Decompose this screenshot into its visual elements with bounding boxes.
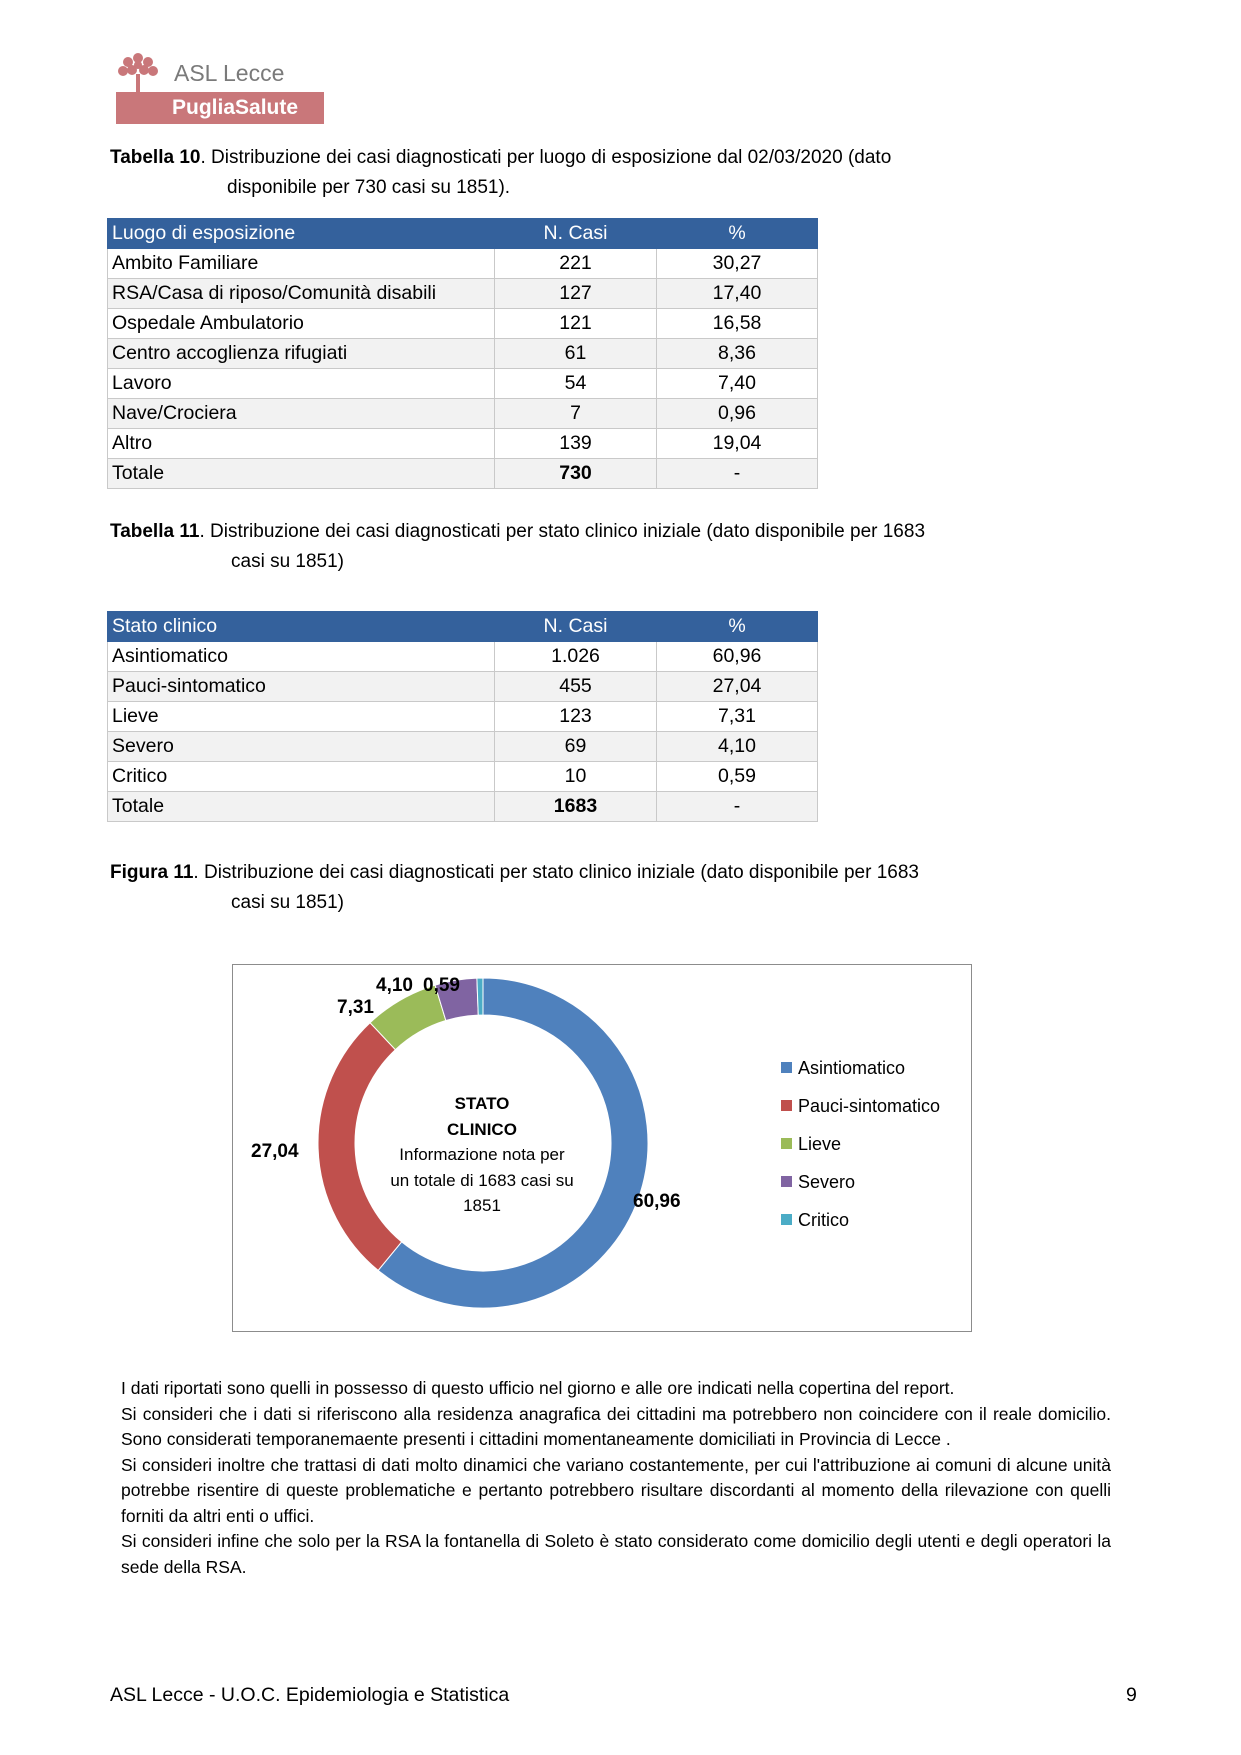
table-row — [108, 762, 818, 792]
table10-caption-text: . Distribuzione dei casi diagnosticati per luogo di esposizione dal 02/03/2020 (dato — [200, 147, 892, 168]
cell-percent: 19,04 — [657, 429, 818, 459]
notes — [121, 1376, 1111, 1580]
note-paragraph: Si consideri infine che solo per la RSA la fontanella di Soleto è stato considerato come domicilio degli utenti e degli operatori la sede della RSA. — [121, 1531, 1111, 1577]
table10-caption-number: Tabella 10 — [110, 147, 201, 168]
cell-luogo: Lavoro — [108, 369, 495, 399]
cell-percent: 60,96 — [657, 642, 818, 672]
cell-stato: Lieve — [108, 702, 495, 732]
cell-percent: 7,40 — [657, 369, 818, 399]
legend-label: Critico — [798, 1210, 850, 1230]
tree-logo-icon — [116, 50, 160, 96]
figure11-caption — [110, 858, 919, 918]
label-lieve: 7,31 — [337, 997, 374, 1018]
legend-label: Severo — [798, 1172, 856, 1192]
legend-label: Lieve — [798, 1134, 842, 1154]
cell-casi: 730 — [495, 459, 657, 489]
cell-casi: 61 — [495, 339, 657, 369]
header-n-casi: N. Casi — [495, 612, 657, 642]
cell-stato: Totale — [108, 792, 495, 822]
cell-luogo: RSA/Casa di riposo/Comunità disabili — [108, 279, 495, 309]
table-row — [108, 309, 818, 339]
cell-luogo: Altro — [108, 429, 495, 459]
table-row — [108, 429, 818, 459]
table-row — [108, 732, 818, 762]
legend-swatch — [781, 1062, 792, 1073]
center-text-line3: 1851 — [463, 1196, 501, 1215]
cell-luogo: Ospedale Ambulatorio — [108, 309, 495, 339]
cell-casi: 121 — [495, 309, 657, 339]
table-row — [108, 369, 818, 399]
center-title-line1: STATO — [454, 1094, 510, 1113]
cell-casi: 127 — [495, 279, 657, 309]
logo-asl-text: ASL Lecce — [174, 60, 285, 86]
table-11 — [107, 611, 818, 822]
table11-caption-text: . Distribuzione dei casi diagnosticati per stato clinico iniziale (dato disponibile per 1683 — [199, 521, 926, 542]
header-n-casi: N. Casi — [495, 219, 657, 249]
legend-item — [781, 1171, 940, 1209]
cell-percent: 16,58 — [657, 309, 818, 339]
table-row — [108, 702, 818, 732]
logo-band — [116, 92, 324, 124]
center-text-line1: Informazione nota per — [399, 1145, 565, 1164]
table-row — [108, 339, 818, 369]
cell-percent: - — [657, 459, 818, 489]
table10-caption — [110, 143, 891, 203]
cell-casi: 10 — [495, 762, 657, 792]
slice-critico — [477, 978, 483, 1015]
cell-percent: 0,96 — [657, 399, 818, 429]
table-total-row — [108, 459, 818, 489]
page-number: 9 — [1126, 1684, 1137, 1706]
slice-pauci-sintomatico — [318, 1023, 402, 1271]
logo-puglia-text: PugliaSalute — [172, 96, 299, 119]
cell-percent: - — [657, 792, 818, 822]
table-row — [108, 399, 818, 429]
legend-swatch — [781, 1214, 792, 1225]
legend-item — [781, 1133, 940, 1171]
footer-text: ASL Lecce - U.O.C. Epidemiologia e Statistica — [110, 1684, 510, 1706]
table-header-row — [108, 612, 818, 642]
legend-swatch — [781, 1138, 792, 1149]
table10-caption-line2: disponibile per 730 casi su 1851). — [227, 177, 511, 198]
header-stato-clinico: Stato clinico — [108, 612, 495, 642]
center-text-line2: un totale di 1683 casi su — [390, 1171, 574, 1190]
table-row — [108, 672, 818, 702]
label-pauci-sintomatico: 27,04 — [251, 1141, 299, 1162]
table-row — [108, 642, 818, 672]
cell-casi: 221 — [495, 249, 657, 279]
cell-percent: 30,27 — [657, 249, 818, 279]
cell-casi: 7 — [495, 399, 657, 429]
header-luogo: Luogo di esposizione — [108, 219, 495, 249]
table-total-row — [108, 792, 818, 822]
legend-item — [781, 1209, 940, 1247]
table-row — [108, 279, 818, 309]
note-paragraph: I dati riportati sono quelli in possesso di questo ufficio nel giorno e alle ore indicati nella copertina del report. — [121, 1378, 955, 1398]
cell-casi: 1683 — [495, 792, 657, 822]
center-title-line2: CLINICO — [447, 1120, 517, 1139]
label-critico: 0,59 — [423, 975, 460, 996]
cell-stato: Severo — [108, 732, 495, 762]
legend-swatch — [781, 1100, 792, 1111]
asl-lecce-logo — [116, 50, 326, 128]
header-percent: % — [657, 219, 818, 249]
cell-percent: 27,04 — [657, 672, 818, 702]
note-paragraph: Si consideri inoltre che trattasi di dati molto dinamici che variano costantemente, per cui l'attribuzione ai comuni di alcune unità potrebbe risentire di queste problematiche e pertanto potrebbero risultare discordanti al momento della rilevazione con quelli forniti da altri enti o uffici. — [121, 1454, 1111, 1526]
cell-luogo: Nave/Crociera — [108, 399, 495, 429]
legend-swatch — [781, 1176, 792, 1187]
cell-percent: 8,36 — [657, 339, 818, 369]
cell-percent: 4,10 — [657, 732, 818, 762]
chart-legend — [781, 1057, 940, 1247]
cell-stato: Pauci-sintomatico — [108, 672, 495, 702]
cell-luogo: Totale — [108, 459, 495, 489]
figure11-caption-line2: casi su 1851) — [231, 892, 345, 913]
cell-luogo: Ambito Familiare — [108, 249, 495, 279]
doughnut-chart — [232, 964, 972, 1332]
cell-casi: 123 — [495, 702, 657, 732]
cell-casi: 54 — [495, 369, 657, 399]
table-row — [108, 249, 818, 279]
cell-luogo: Centro accoglienza rifugiati — [108, 339, 495, 369]
cell-casi: 69 — [495, 732, 657, 762]
cell-casi: 1.026 — [495, 642, 657, 672]
cell-casi: 455 — [495, 672, 657, 702]
cell-casi: 139 — [495, 429, 657, 459]
note-paragraph: Si consideri che i dati si riferiscono alla residenza anagrafica dei cittadini ma potrebbero non coincidere con il reale domicilio. Sono considerati temporanemaente presenti i cittadini momentaneamente domiciliati in Provincia di Lecce . — [121, 1403, 1111, 1449]
table11-caption-line2: casi su 1851) — [231, 551, 345, 572]
header-percent: % — [657, 612, 818, 642]
cell-percent: 17,40 — [657, 279, 818, 309]
cell-stato: Critico — [108, 762, 495, 792]
table-header-row — [108, 219, 818, 249]
table11-caption-number: Tabella 11 — [110, 521, 200, 542]
legend-item — [781, 1057, 940, 1095]
figure11-caption-number: Figura 11 — [110, 862, 194, 883]
table11-caption — [110, 517, 925, 577]
cell-percent: 7,31 — [657, 702, 818, 732]
cell-percent: 0,59 — [657, 762, 818, 792]
legend-item — [781, 1095, 940, 1133]
cell-stato: Asintiomatico — [108, 642, 495, 672]
legend-label: Asintiomatico — [798, 1058, 906, 1078]
label-severo: 4,10 — [376, 975, 413, 996]
figure11-caption-text: . Distribuzione dei casi diagnosticati per stato clinico iniziale (dato disponibile per 1683 — [193, 862, 919, 883]
legend-label: Pauci-sintomatico — [798, 1096, 941, 1116]
label-asintiomatico: 60,96 — [633, 1191, 681, 1212]
table-10 — [107, 218, 818, 489]
